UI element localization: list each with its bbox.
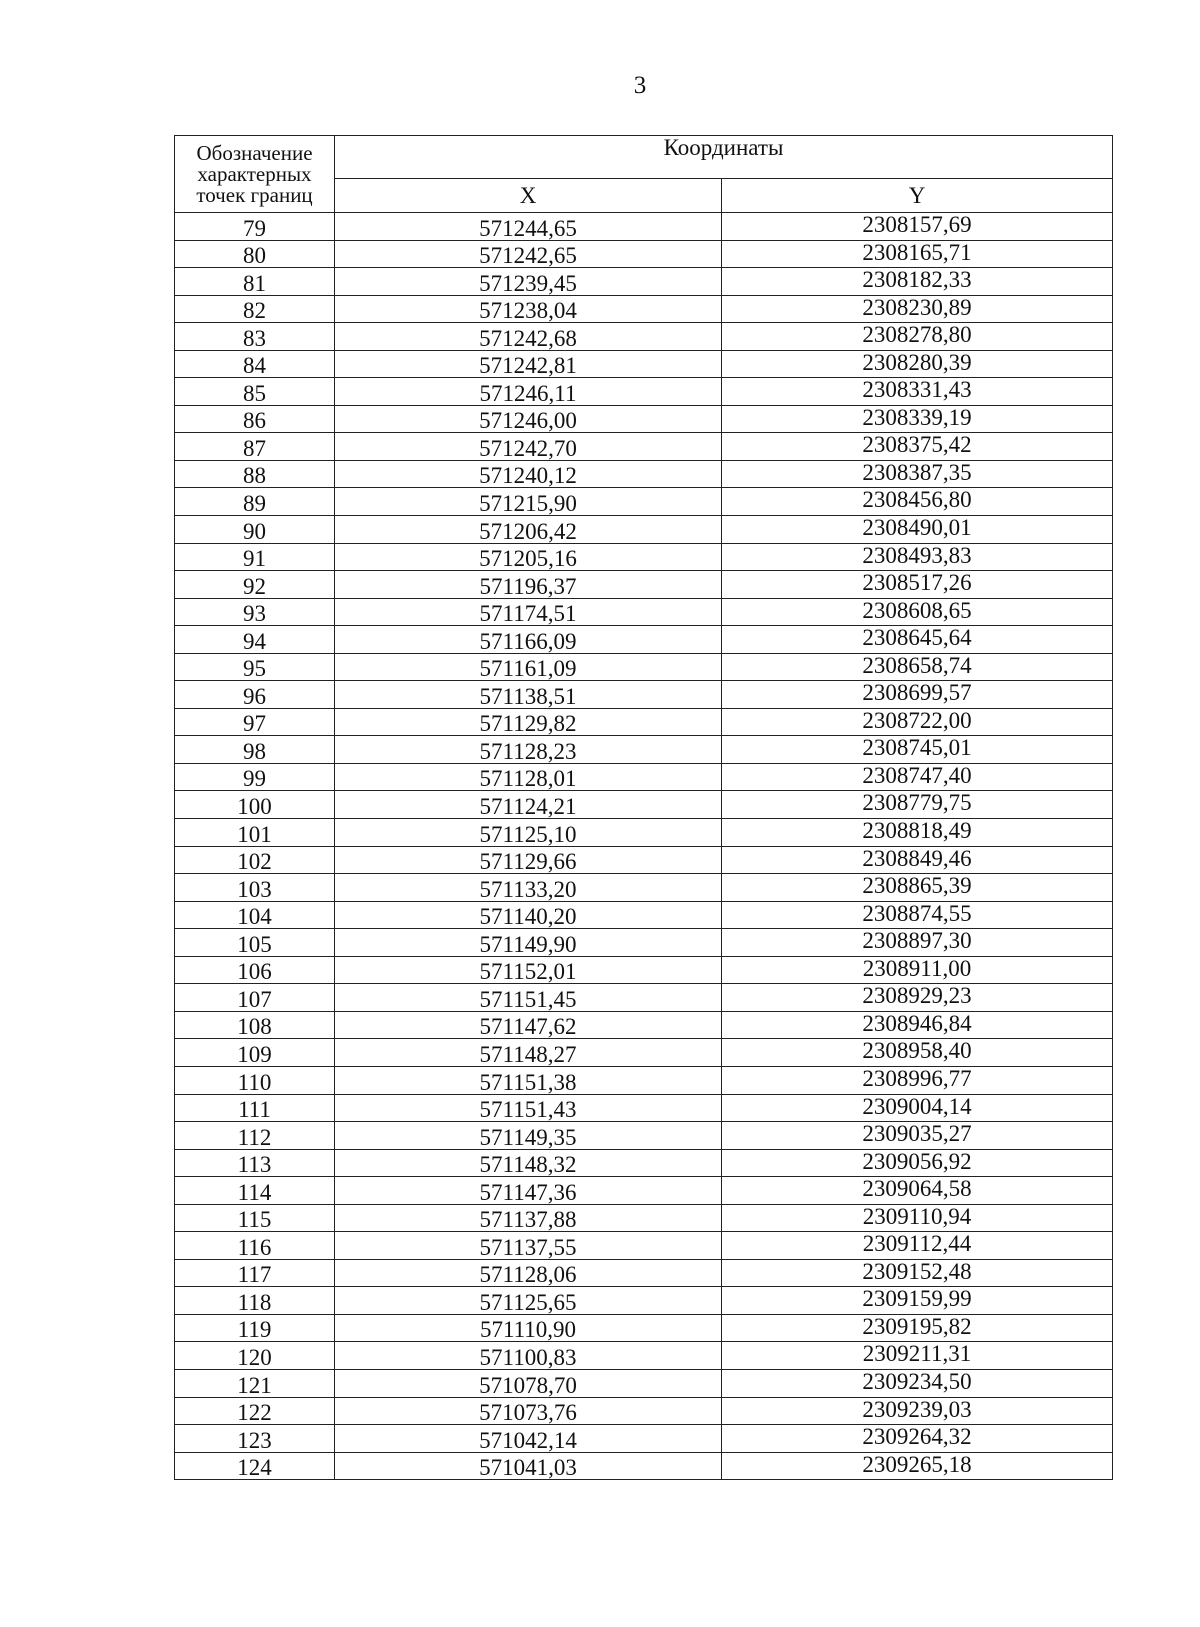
x-coordinate-cell: 571147,36: [335, 1177, 722, 1205]
y-coordinate-cell: 2309211,31: [722, 1342, 1113, 1370]
table-row: [175, 1094, 1113, 1122]
point-number-cell: 82: [175, 295, 335, 323]
x-coordinate-cell: 571078,70: [335, 1369, 722, 1397]
x-coordinate-cell: 571246,00: [335, 405, 722, 433]
x-coordinate-cell: 571148,27: [335, 1039, 722, 1067]
table-row: [175, 874, 1113, 902]
point-number-cell: 123: [175, 1425, 335, 1453]
table-row: [175, 626, 1113, 654]
point-number-cell: 99: [175, 763, 335, 791]
y-coordinate-cell: 2308645,64: [722, 626, 1113, 654]
y-coordinate-cell: 2308745,01: [722, 736, 1113, 764]
table-row: [175, 1342, 1113, 1370]
table-row: [175, 460, 1113, 488]
header-point-label: Обозначение характерных точек границ: [175, 136, 335, 213]
table-row: [175, 598, 1113, 626]
table-row: [175, 488, 1113, 516]
table-row: [175, 1314, 1113, 1342]
y-coordinate-cell: 2308182,33: [722, 268, 1113, 296]
x-coordinate-cell: 571124,21: [335, 791, 722, 819]
table-row: [175, 846, 1113, 874]
y-coordinate-cell: 2309239,03: [722, 1397, 1113, 1425]
point-number-cell: 121: [175, 1369, 335, 1397]
y-coordinate-cell: 2308996,77: [722, 1066, 1113, 1094]
y-coordinate-cell: 2308818,49: [722, 819, 1113, 847]
y-coordinate-cell: 2308339,19: [722, 405, 1113, 433]
x-coordinate-cell: 571174,51: [335, 598, 722, 626]
table-row: [175, 1066, 1113, 1094]
x-coordinate-cell: 571206,42: [335, 516, 722, 544]
y-coordinate-cell: 2308849,46: [722, 846, 1113, 874]
point-number-cell: 112: [175, 1122, 335, 1150]
x-coordinate-cell: 571128,23: [335, 736, 722, 764]
table-row: [175, 323, 1113, 351]
point-number-cell: 114: [175, 1177, 335, 1205]
x-coordinate-cell: 571244,65: [335, 213, 722, 241]
table-row: [175, 1287, 1113, 1315]
x-coordinate-cell: 571149,90: [335, 929, 722, 957]
point-number-cell: 98: [175, 736, 335, 764]
point-number-cell: 83: [175, 323, 335, 351]
y-coordinate-cell: 2308165,71: [722, 240, 1113, 268]
y-coordinate-cell: 2309159,99: [722, 1287, 1113, 1315]
y-coordinate-cell: 2309152,48: [722, 1259, 1113, 1287]
point-number-cell: 80: [175, 240, 335, 268]
header-x: X: [335, 179, 722, 213]
y-coordinate-cell: 2308517,26: [722, 571, 1113, 599]
table-row: [175, 1397, 1113, 1425]
table-body: [175, 213, 1113, 1480]
point-number-cell: 79: [175, 213, 335, 241]
point-number-cell: 102: [175, 846, 335, 874]
table-row: [175, 433, 1113, 461]
x-coordinate-cell: 571161,09: [335, 653, 722, 681]
table-row: [175, 1452, 1113, 1480]
table-row: [175, 653, 1113, 681]
table-row: [175, 1232, 1113, 1260]
coordinates-table: [174, 135, 1113, 1480]
x-coordinate-cell: 571138,51: [335, 681, 722, 709]
x-coordinate-cell: 571152,01: [335, 956, 722, 984]
point-number-cell: 110: [175, 1066, 335, 1094]
table-row: [175, 819, 1113, 847]
table-row: [175, 213, 1113, 241]
point-number-cell: 111: [175, 1094, 335, 1122]
point-number-cell: 103: [175, 874, 335, 902]
y-coordinate-cell: 2308331,43: [722, 378, 1113, 406]
point-number-cell: 90: [175, 516, 335, 544]
x-coordinate-cell: 571140,20: [335, 901, 722, 929]
point-number-cell: 119: [175, 1314, 335, 1342]
table-row: [175, 708, 1113, 736]
table-row: [175, 516, 1113, 544]
table-row: [175, 240, 1113, 268]
point-number-cell: 97: [175, 708, 335, 736]
y-coordinate-cell: 2308699,57: [722, 681, 1113, 709]
table-row: [175, 571, 1113, 599]
table-row: [175, 1177, 1113, 1205]
point-number-cell: 93: [175, 598, 335, 626]
x-coordinate-cell: 571242,65: [335, 240, 722, 268]
table-row: [175, 901, 1113, 929]
point-number-cell: 95: [175, 653, 335, 681]
y-coordinate-cell: 2308929,23: [722, 984, 1113, 1012]
point-number-cell: 87: [175, 433, 335, 461]
table-row: [175, 543, 1113, 571]
table-row: [175, 929, 1113, 957]
x-coordinate-cell: 571242,68: [335, 323, 722, 351]
point-number-cell: 122: [175, 1397, 335, 1425]
header-y: Y: [722, 179, 1113, 213]
y-coordinate-cell: 2308946,84: [722, 1011, 1113, 1039]
x-coordinate-cell: 571151,45: [335, 984, 722, 1012]
point-number-cell: 117: [175, 1259, 335, 1287]
x-coordinate-cell: 571151,38: [335, 1066, 722, 1094]
y-coordinate-cell: 2308958,40: [722, 1039, 1113, 1067]
table-row: [175, 1425, 1113, 1453]
x-coordinate-cell: 571215,90: [335, 488, 722, 516]
x-coordinate-cell: 571110,90: [335, 1314, 722, 1342]
x-coordinate-cell: 571149,35: [335, 1122, 722, 1150]
point-number-cell: 115: [175, 1204, 335, 1232]
table-row: [175, 1259, 1113, 1287]
table-row: [175, 1149, 1113, 1177]
x-coordinate-cell: 571240,12: [335, 460, 722, 488]
x-coordinate-cell: 571242,81: [335, 350, 722, 378]
table-row: [175, 268, 1113, 296]
point-number-cell: 107: [175, 984, 335, 1012]
x-coordinate-cell: 571205,16: [335, 543, 722, 571]
x-coordinate-cell: 571238,04: [335, 295, 722, 323]
x-coordinate-cell: 571041,03: [335, 1452, 722, 1480]
x-coordinate-cell: 571129,66: [335, 846, 722, 874]
table-header: [175, 136, 1113, 213]
y-coordinate-cell: 2309004,14: [722, 1094, 1113, 1122]
y-coordinate-cell: 2308897,30: [722, 929, 1113, 957]
y-coordinate-cell: 2309064,58: [722, 1177, 1113, 1205]
y-coordinate-cell: 2308157,69: [722, 213, 1113, 241]
point-number-cell: 85: [175, 378, 335, 406]
point-number-cell: 94: [175, 626, 335, 654]
header-coordinates: Координаты: [335, 136, 1113, 179]
y-coordinate-cell: 2309110,94: [722, 1204, 1113, 1232]
y-coordinate-cell: 2308911,00: [722, 956, 1113, 984]
x-coordinate-cell: 571042,14: [335, 1425, 722, 1453]
page-number: 3: [633, 72, 647, 99]
y-coordinate-cell: 2308456,80: [722, 488, 1113, 516]
x-coordinate-cell: 571100,83: [335, 1342, 722, 1370]
x-coordinate-cell: 571242,70: [335, 433, 722, 461]
table-row: [175, 350, 1113, 378]
point-number-cell: 120: [175, 1342, 335, 1370]
table-row: [175, 736, 1113, 764]
point-number-cell: 92: [175, 571, 335, 599]
point-number-cell: 100: [175, 791, 335, 819]
point-number-cell: 108: [175, 1011, 335, 1039]
x-coordinate-cell: 571166,09: [335, 626, 722, 654]
x-coordinate-cell: 571073,76: [335, 1397, 722, 1425]
table-row: [175, 763, 1113, 791]
table-row: [175, 956, 1113, 984]
y-coordinate-cell: 2309265,18: [722, 1452, 1113, 1480]
point-number-cell: 96: [175, 681, 335, 709]
table-row: [175, 378, 1113, 406]
y-coordinate-cell: 2308779,75: [722, 791, 1113, 819]
table-row: [175, 295, 1113, 323]
y-coordinate-cell: 2308230,89: [722, 295, 1113, 323]
point-number-cell: 124: [175, 1452, 335, 1480]
table-row: [175, 1122, 1113, 1150]
y-coordinate-cell: 2309234,50: [722, 1369, 1113, 1397]
y-coordinate-cell: 2308722,00: [722, 708, 1113, 736]
y-coordinate-cell: 2308280,39: [722, 350, 1113, 378]
point-number-cell: 101: [175, 819, 335, 847]
x-coordinate-cell: 571148,32: [335, 1149, 722, 1177]
point-number-cell: 81: [175, 268, 335, 296]
point-number-cell: 86: [175, 405, 335, 433]
x-coordinate-cell: 571125,10: [335, 819, 722, 847]
table-row: [175, 681, 1113, 709]
y-coordinate-cell: 2309112,44: [722, 1232, 1113, 1260]
y-coordinate-cell: 2309056,92: [722, 1149, 1113, 1177]
y-coordinate-cell: 2308865,39: [722, 874, 1113, 902]
point-number-cell: 109: [175, 1039, 335, 1067]
y-coordinate-cell: 2308658,74: [722, 653, 1113, 681]
table-row: [175, 1039, 1113, 1067]
y-coordinate-cell: 2308375,42: [722, 433, 1113, 461]
point-number-cell: 116: [175, 1232, 335, 1260]
table-row: [175, 984, 1113, 1012]
point-number-cell: 88: [175, 460, 335, 488]
x-coordinate-cell: 571196,37: [335, 571, 722, 599]
x-coordinate-cell: 571137,55: [335, 1232, 722, 1260]
x-coordinate-cell: 571147,62: [335, 1011, 722, 1039]
y-coordinate-cell: 2308278,80: [722, 323, 1113, 351]
x-coordinate-cell: 571128,06: [335, 1259, 722, 1287]
x-coordinate-cell: 571129,82: [335, 708, 722, 736]
x-coordinate-cell: 571133,20: [335, 874, 722, 902]
table-row: [175, 1011, 1113, 1039]
x-coordinate-cell: 571137,88: [335, 1204, 722, 1232]
x-coordinate-cell: 571128,01: [335, 763, 722, 791]
point-number-cell: 118: [175, 1287, 335, 1315]
point-number-cell: 105: [175, 929, 335, 957]
y-coordinate-cell: 2309264,32: [722, 1425, 1113, 1453]
y-coordinate-cell: 2308874,55: [722, 901, 1113, 929]
x-coordinate-cell: 571246,11: [335, 378, 722, 406]
x-coordinate-cell: 571239,45: [335, 268, 722, 296]
table-row: [175, 1369, 1113, 1397]
y-coordinate-cell: 2308387,35: [722, 460, 1113, 488]
y-coordinate-cell: 2308490,01: [722, 516, 1113, 544]
y-coordinate-cell: 2309035,27: [722, 1122, 1113, 1150]
point-number-cell: 113: [175, 1149, 335, 1177]
point-number-cell: 104: [175, 901, 335, 929]
x-coordinate-cell: 571125,65: [335, 1287, 722, 1315]
table-row: [175, 1204, 1113, 1232]
y-coordinate-cell: 2309195,82: [722, 1314, 1113, 1342]
y-coordinate-cell: 2308747,40: [722, 763, 1113, 791]
y-coordinate-cell: 2308608,65: [722, 598, 1113, 626]
table-row: [175, 405, 1113, 433]
point-number-cell: 106: [175, 956, 335, 984]
table-row: [175, 791, 1113, 819]
point-number-cell: 84: [175, 350, 335, 378]
x-coordinate-cell: 571151,43: [335, 1094, 722, 1122]
y-coordinate-cell: 2308493,83: [722, 543, 1113, 571]
point-number-cell: 91: [175, 543, 335, 571]
point-number-cell: 89: [175, 488, 335, 516]
